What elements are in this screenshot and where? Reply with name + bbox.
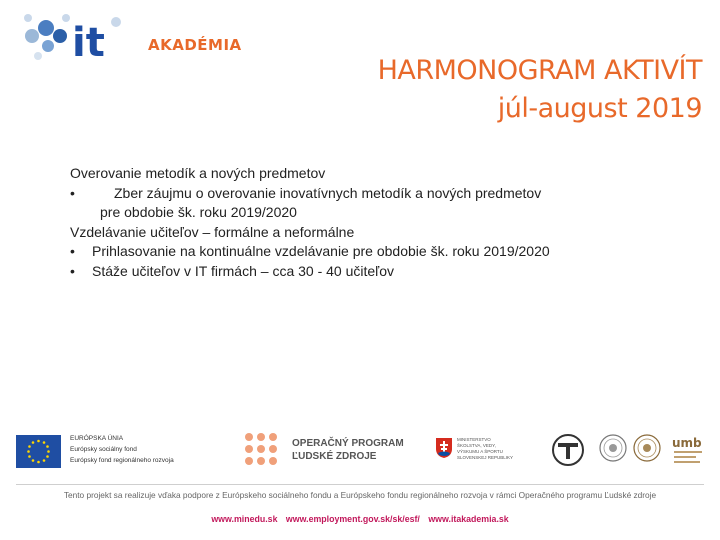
- list-item-text: Zber záujmu o overovanie inovatívnych metodík a nových predmetov: [114, 184, 542, 201]
- op-title: OPERAČNÝ PROGRAM: [292, 438, 404, 449]
- link-minedu[interactable]: www.minedu.sk: [211, 514, 278, 524]
- activity-list: [70, 164, 690, 281]
- section-heading-methodology: Overovanie metodík a nových predmetov: [70, 165, 326, 181]
- slovak-crest-icon: [435, 437, 453, 459]
- funding-note: Tento projekt sa realizuje vďaka podpore z Európskeho sociálneho fondu a Európskeho fondu regionálneho rozvoja v rámci Operačného programu Ľudské zdroje: [63, 490, 657, 500]
- link-itakademia[interactable]: www.itakademia.sk: [428, 514, 509, 524]
- bullet-icon: •: [70, 243, 75, 259]
- ministry-line-1: MINISTERSTVO: [457, 437, 491, 442]
- title-line-2: júl-august 2019: [497, 93, 702, 124]
- list-item-text: Prihlasovanie na kontinuálne vzdelávanie pre obdobie šk. roku 2019/2020: [92, 243, 550, 259]
- list-item-continuation: pre obdobie šk. roku 2019/2020: [100, 204, 297, 220]
- logo-akademia-text: AKADÉMIA: [148, 36, 242, 54]
- list-item-text: Stáže učiteľov v IT firmách – cca 30 - 40 učiteľov: [92, 262, 395, 279]
- bullet-icon: •: [70, 262, 75, 279]
- list-item: [70, 242, 690, 262]
- list-item: [70, 184, 690, 204]
- eu-flag-icon: [16, 435, 61, 468]
- op-subtitle: ĽUDSKÉ ZDROJE: [292, 451, 377, 462]
- bullet-icon: •: [70, 184, 75, 201]
- op-dots-icon: [243, 431, 285, 473]
- umb-logo-text: umb: [672, 436, 702, 450]
- logo-graphic: [18, 6, 148, 70]
- it-akademia-logo: [18, 6, 242, 70]
- umb-logo-icon: [670, 433, 706, 467]
- eu-fund-1: Európsky sociálny fond: [70, 446, 137, 453]
- university-seal-icon: [598, 433, 628, 463]
- ministry-line-2: ŠKOLSTVA, VEDY,: [457, 443, 496, 448]
- op-logo-text: [292, 437, 404, 463]
- partner-logos: [0, 425, 720, 475]
- ministry-line-4: SLOVENSKEJ REPUBLIKY: [457, 455, 514, 460]
- title-line-1: HARMONOGRAM AKTIVÍT: [377, 55, 702, 86]
- footer-links: [0, 514, 720, 524]
- logo-it-text: it: [72, 20, 105, 66]
- page-title: [378, 52, 702, 128]
- university-logo-icon: [550, 433, 586, 467]
- ministry-logo-text: [457, 437, 513, 461]
- eu-title: EURÓPSKA ÚNIA: [70, 435, 124, 442]
- link-employment[interactable]: www.employment.gov.sk/sk/esf/: [285, 514, 420, 524]
- list-item: [70, 262, 690, 282]
- eu-logo-text: [70, 433, 174, 466]
- eu-fund-2: Európsky fond regionálneho rozvoja: [70, 457, 174, 464]
- ministry-line-3: VÝSKUMU A ŠPORTU: [457, 449, 503, 454]
- footer-divider: [16, 484, 704, 485]
- section-heading-education: Vzdelávanie učiteľov – formálne a neformálne: [70, 223, 355, 240]
- university-seal-icon: [632, 433, 662, 463]
